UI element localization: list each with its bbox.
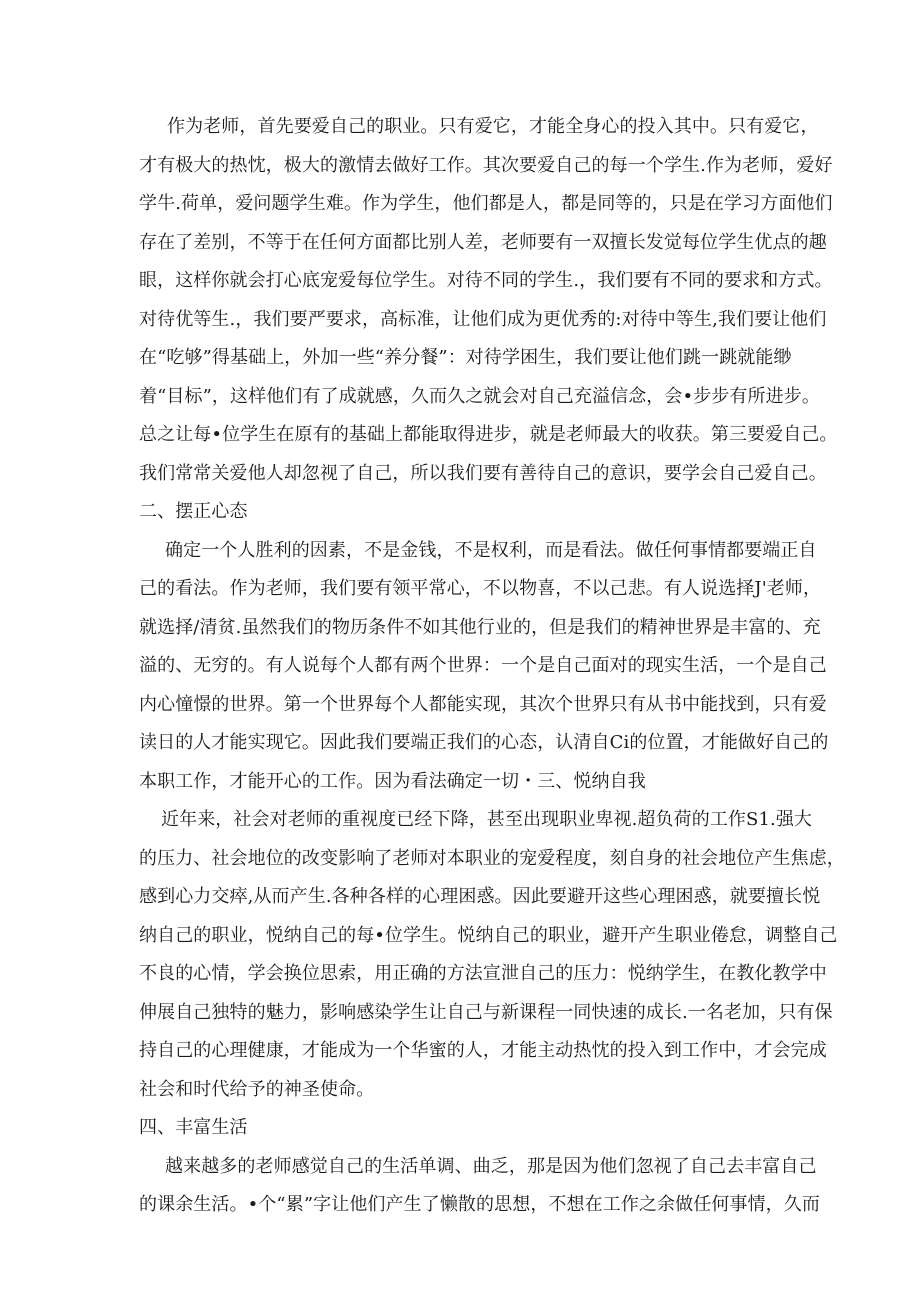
section-heading: 二、摆正心态 [139, 501, 248, 522]
paragraph-line: 不良的心情，学会换位思索，用正确的方法宣泄自己的压力：悦纳学生，在教化教学中 [139, 963, 827, 984]
paragraph-line: 的课余生活。•个“累”字让他们产生了懒散的思想，不想在工作之余做任何事情，久而 [139, 1194, 820, 1215]
paragraph-line: 近年来，社会对老师的重视度已经下降，甚至出现职业卑视.超负荷的工作S1.强大 [161, 809, 813, 830]
paragraph-line: 学牛.荷单，爱问题学生难。作为学生，他们都是人，都是同等的，只是在学习方面他们 [139, 193, 833, 214]
paragraph-line: 对待优等生.，我们要严要求，高标准，让他们成为更优秀的:对待中等生,我们要让他们 [139, 308, 827, 330]
paragraph-line: 持自己的心理健康，才能成为一个华蜜的人，才能主动热忱的投入到工作中，才会完成 [139, 1040, 827, 1061]
paragraph-line: 作为老师，首先要爱自己的职业。只有爱它，才能全身心的投入其中。只有爱它， [167, 116, 819, 137]
paragraph-line: 的压力、社会地位的改变影响了老师对本职业的宠爱程度，刻自身的社会地位产生焦虑， [139, 847, 845, 869]
document-body [139, 108, 845, 1225]
paragraph-line: 存在了差别，不等于在任何方面都比别人差，老师要有一双擅长发觉每位学生优点的趣 [139, 231, 827, 253]
paragraph-line: 读日的人才能实现它。因此我们要端正我们的心态，认清自Ci的位置，才能做好自己的 [139, 732, 829, 753]
paragraph-line: 己的看法。作为老师，我们要有领平常心，不以物喜，不以己悲。有人说选择J'老师， [139, 578, 822, 599]
paragraph-line: 越来越多的老师感觉自己的生活单调、曲乏，那是因为他们忽视了自己去丰富自己 [165, 1155, 817, 1177]
paragraph-line: 感到心力交瘁,从而产生.各种各样的心理困惑。因此要避开这些心理困惑，就要擅长悦 [139, 886, 821, 907]
paragraph-line: 确定一个人胜利的因素，不是金钱，不是权利，而是看法。做任何事情都要端正自 [165, 539, 817, 561]
paragraph-line: 我们常常关爱他人却忽视了自己，所以我们要有善待自己的意识，要学会自己爱自己。 [139, 462, 827, 484]
paragraph-line: 伸展自己独特的魅力，影响感染学生让自己与新课程一同快速的成长.一名老加，只有保 [139, 1001, 833, 1023]
paragraph-line: 社会和时代给予的神圣使命。 [139, 1078, 375, 1100]
paragraph-line: 在“吃够”得基础上，外加一些“养分餐”：对待学困生，我们要让他们跳一跳就能缈 [139, 347, 792, 368]
paragraph-line: 内心憧憬的世界。第一个世界每个人都能实现，其次个世界只有从书中能找到，只有爱 [139, 693, 827, 715]
paragraph-line: 才有极大的热忱，极大的激情去做好工作。其次要爱自己的每一个学生.作为老师，爱好 [139, 154, 833, 176]
paragraph-line: 着“目标”，这样他们有了成就感，久而久之就会对自己充溢信念，会•步步有所进步。 [139, 385, 820, 407]
paragraph-line: 本职工作，才能开心的工作。因为看法确定一切・三、悦纳自我 [139, 770, 646, 792]
paragraph-line: 纳自己的职业，悦纳自己的每•位学生。悦纳自己的职业，避开产生职业倦怠，调整自己 [139, 924, 838, 946]
paragraph-line: 就选择/清贫.虽然我们的物历条件不如其他行业的，但是我们的精神世界是丰富的、充 [139, 616, 821, 638]
section-heading: 四、丰富生活 [139, 1117, 248, 1138]
paragraph-line: 总之让每•位学生在原有的基础上都能取得进步，就是老师最大的收获。第三要爱自己。 [139, 424, 838, 445]
paragraph-line: 溢的、无穷的。有人说每个人都有两个世界：一个是自己面对的现实生活，一个是自己 [139, 655, 827, 676]
paragraph-line: 眼，这样你就会打心底宠爱每位学生。对待不同的学生.，我们要有不同的要求和方式。 [139, 270, 833, 291]
